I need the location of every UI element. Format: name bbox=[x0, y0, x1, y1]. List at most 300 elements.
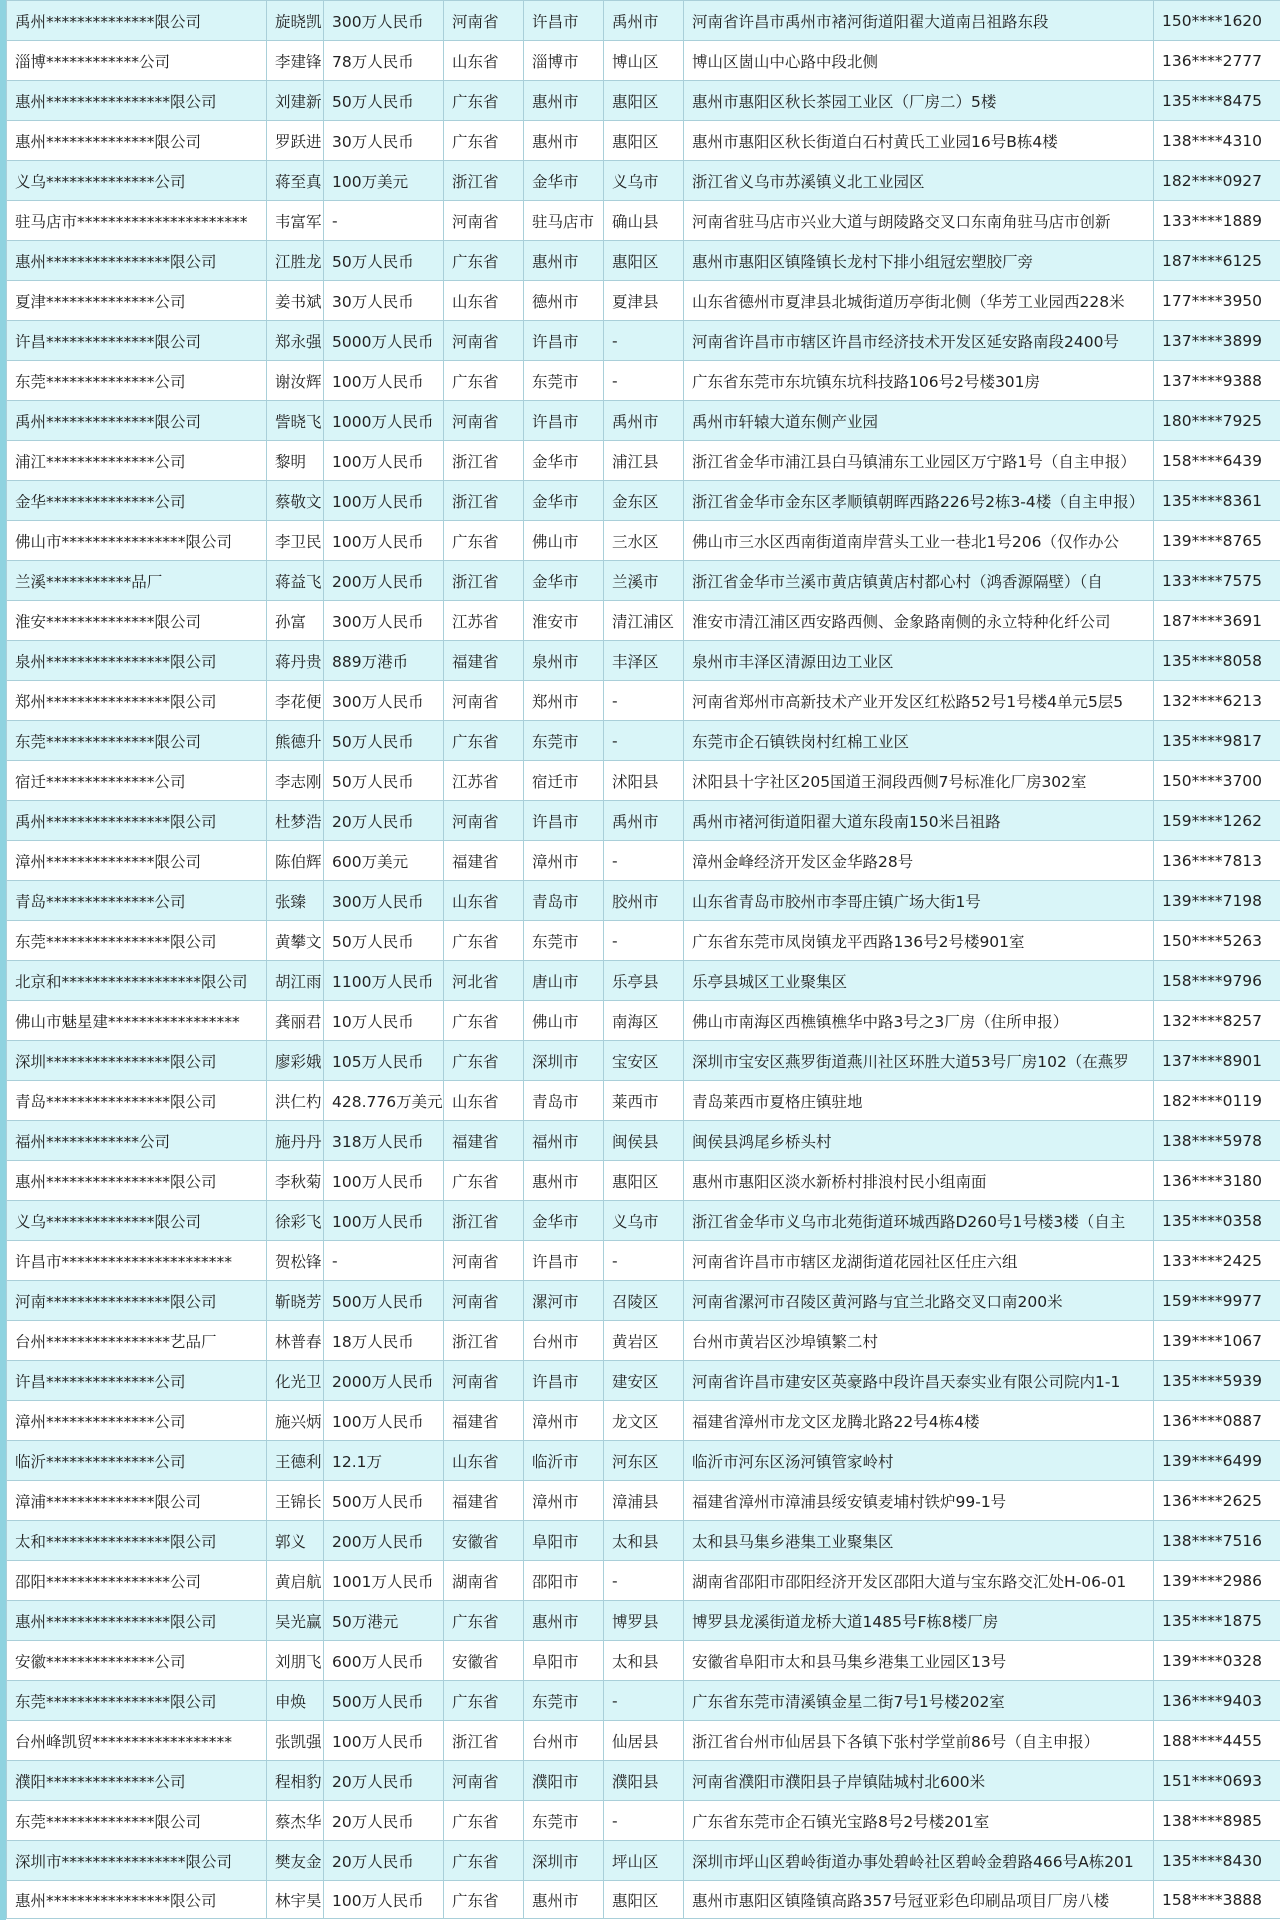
province-cell: 河南省 bbox=[444, 1, 524, 41]
district-cell: 胶州市 bbox=[604, 881, 684, 921]
district-cell: 确山县 bbox=[604, 201, 684, 241]
province-cell: 安徽省 bbox=[444, 1521, 524, 1561]
city-cell: 许昌市 bbox=[524, 1241, 604, 1281]
table-row bbox=[7, 481, 1280, 521]
registered-capital-cell: - bbox=[324, 1241, 444, 1281]
address-cell: 湖南省邵阳市邵阳经济开发区邵阳大道与宝东路交汇处H-06-01 bbox=[684, 1561, 1154, 1601]
city-cell: 淮安市 bbox=[524, 601, 604, 641]
province-cell: 河南省 bbox=[444, 201, 524, 241]
legal-rep-cell: 谢汝辉 bbox=[267, 361, 324, 401]
province-cell: 浙江省 bbox=[444, 1321, 524, 1361]
table-row bbox=[7, 1761, 1280, 1801]
city-cell: 驻马店市 bbox=[524, 201, 604, 241]
province-cell: 浙江省 bbox=[444, 1721, 524, 1761]
legal-rep-cell: 李建锋 bbox=[267, 41, 324, 81]
district-cell: 惠阳区 bbox=[604, 1881, 684, 1919]
table-row bbox=[7, 681, 1280, 721]
table-row bbox=[7, 161, 1280, 201]
company-name-cell: 东莞****************限公司 bbox=[7, 1681, 267, 1721]
city-cell: 东莞市 bbox=[524, 1801, 604, 1841]
city-cell: 阜阳市 bbox=[524, 1641, 604, 1681]
city-cell: 东莞市 bbox=[524, 721, 604, 761]
city-cell: 许昌市 bbox=[524, 1, 604, 41]
address-cell: 深圳市坪山区碧岭街道办事处碧岭社区碧岭金碧路466号A栋201 bbox=[684, 1841, 1154, 1881]
city-cell: 许昌市 bbox=[524, 1361, 604, 1401]
company-table bbox=[6, 0, 1280, 1919]
table-row bbox=[7, 1681, 1280, 1721]
registered-capital-cell: 50万人民币 bbox=[324, 81, 444, 121]
company-name-cell: 义乌**************公司 bbox=[7, 161, 267, 201]
province-cell: 福建省 bbox=[444, 641, 524, 681]
company-name-cell: 佛山市****************限公司 bbox=[7, 521, 267, 561]
legal-rep-cell: 陈伯辉 bbox=[267, 841, 324, 881]
address-cell: 青岛莱西市夏格庄镇驻地 bbox=[684, 1081, 1154, 1121]
company-name-cell: 禹州**************限公司 bbox=[7, 401, 267, 441]
city-cell: 泉州市 bbox=[524, 641, 604, 681]
district-cell: 禹州市 bbox=[604, 401, 684, 441]
city-cell: 深圳市 bbox=[524, 1041, 604, 1081]
address-cell: 禹州市褚河街道阳翟大道东段南150米吕祖路 bbox=[684, 801, 1154, 841]
company-name-cell: 濮阳**************公司 bbox=[7, 1761, 267, 1801]
company-name-cell: 深圳市****************限公司 bbox=[7, 1841, 267, 1881]
company-name-cell: 许昌市********************** bbox=[7, 1241, 267, 1281]
district-cell: 召陵区 bbox=[604, 1281, 684, 1321]
legal-rep-cell: 林宇昊 bbox=[267, 1881, 324, 1919]
registered-capital-cell: 100万美元 bbox=[324, 161, 444, 201]
registered-capital-cell: 1100万人民币 bbox=[324, 961, 444, 1001]
registered-capital-cell: 50万人民币 bbox=[324, 241, 444, 281]
company-table-body bbox=[7, 1, 1280, 1919]
company-name-cell: 漳州**************公司 bbox=[7, 1401, 267, 1441]
legal-rep-cell: 胡江雨 bbox=[267, 961, 324, 1001]
company-name-cell: 惠州**************限公司 bbox=[7, 121, 267, 161]
phone-cell: 135****8058 bbox=[1154, 641, 1280, 681]
province-cell: 浙江省 bbox=[444, 1201, 524, 1241]
district-cell: 南海区 bbox=[604, 1001, 684, 1041]
province-cell: 广东省 bbox=[444, 1681, 524, 1721]
table-row bbox=[7, 1001, 1280, 1041]
table-row bbox=[7, 241, 1280, 281]
phone-cell: 136****2625 bbox=[1154, 1481, 1280, 1521]
phone-cell: 136****0887 bbox=[1154, 1401, 1280, 1441]
city-cell: 惠州市 bbox=[524, 1161, 604, 1201]
registered-capital-cell: 100万人民币 bbox=[324, 521, 444, 561]
province-cell: 河南省 bbox=[444, 401, 524, 441]
address-cell: 淮安市清江浦区西安路西侧、金象路南侧的永立特种化纤公司 bbox=[684, 601, 1154, 641]
legal-rep-cell: 程相豹 bbox=[267, 1761, 324, 1801]
address-cell: 博山区崮山中心路中段北侧 bbox=[684, 41, 1154, 81]
address-cell: 河南省许昌市市辖区许昌市经济技术开发区延安路南段2400号 bbox=[684, 321, 1154, 361]
province-cell: 广东省 bbox=[444, 1841, 524, 1881]
district-cell: 浦江县 bbox=[604, 441, 684, 481]
legal-rep-cell: 郑永强 bbox=[267, 321, 324, 361]
district-cell: 禹州市 bbox=[604, 1, 684, 41]
address-cell: 太和县马集乡港集工业聚集区 bbox=[684, 1521, 1154, 1561]
district-cell: 夏津县 bbox=[604, 281, 684, 321]
province-cell: 福建省 bbox=[444, 1401, 524, 1441]
table-row bbox=[7, 1841, 1280, 1881]
table-row bbox=[7, 441, 1280, 481]
city-cell: 漳州市 bbox=[524, 841, 604, 881]
phone-cell: 139****1067 bbox=[1154, 1321, 1280, 1361]
province-cell: 广东省 bbox=[444, 721, 524, 761]
city-cell: 漳州市 bbox=[524, 1401, 604, 1441]
table-row bbox=[7, 281, 1280, 321]
address-cell: 惠州市惠阳区秋长茶园工业区（厂房二）5楼 bbox=[684, 81, 1154, 121]
legal-rep-cell: 李卫民 bbox=[267, 521, 324, 561]
legal-rep-cell: 刘建新 bbox=[267, 81, 324, 121]
district-cell: 建安区 bbox=[604, 1361, 684, 1401]
table-row bbox=[7, 1281, 1280, 1321]
legal-rep-cell: 李志刚 bbox=[267, 761, 324, 801]
legal-rep-cell: 訾晓飞 bbox=[267, 401, 324, 441]
table-row bbox=[7, 81, 1280, 121]
table-row bbox=[7, 1241, 1280, 1281]
district-cell: 金东区 bbox=[604, 481, 684, 521]
company-name-cell: 台州****************艺品厂 bbox=[7, 1321, 267, 1361]
address-cell: 漳州金峰经济开发区金华路28号 bbox=[684, 841, 1154, 881]
legal-rep-cell: 蒋益飞 bbox=[267, 561, 324, 601]
district-cell: 义乌市 bbox=[604, 161, 684, 201]
province-cell: 浙江省 bbox=[444, 161, 524, 201]
district-cell: 坪山区 bbox=[604, 1841, 684, 1881]
company-name-cell: 泉州****************限公司 bbox=[7, 641, 267, 681]
legal-rep-cell: 靳晓芳 bbox=[267, 1281, 324, 1321]
district-cell: 惠阳区 bbox=[604, 81, 684, 121]
phone-cell: 138****8985 bbox=[1154, 1801, 1280, 1841]
province-cell: 山东省 bbox=[444, 1441, 524, 1481]
district-cell: - bbox=[604, 321, 684, 361]
province-cell: 广东省 bbox=[444, 1041, 524, 1081]
table-row bbox=[7, 1881, 1280, 1919]
phone-cell: 138****7516 bbox=[1154, 1521, 1280, 1561]
table-row bbox=[7, 1121, 1280, 1161]
address-cell: 广东省东莞市清溪镇金星二街7号1号楼202室 bbox=[684, 1681, 1154, 1721]
district-cell: 清江浦区 bbox=[604, 601, 684, 641]
address-cell: 河南省许昌市禹州市褚河街道阳翟大道南吕祖路东段 bbox=[684, 1, 1154, 41]
phone-cell: 139****6499 bbox=[1154, 1441, 1280, 1481]
registered-capital-cell: 100万人民币 bbox=[324, 1881, 444, 1919]
company-name-cell: 临沂**************公司 bbox=[7, 1441, 267, 1481]
address-cell: 禹州市轩辕大道东侧产业园 bbox=[684, 401, 1154, 441]
district-cell: 惠阳区 bbox=[604, 1161, 684, 1201]
registered-capital-cell: 2000万人民币 bbox=[324, 1361, 444, 1401]
table-row bbox=[7, 1361, 1280, 1401]
registered-capital-cell: 100万人民币 bbox=[324, 481, 444, 521]
legal-rep-cell: 江胜龙 bbox=[267, 241, 324, 281]
table-row bbox=[7, 641, 1280, 681]
province-cell: 广东省 bbox=[444, 1801, 524, 1841]
table-row bbox=[7, 1521, 1280, 1561]
table-row bbox=[7, 961, 1280, 1001]
address-cell: 佛山市三水区西南街道南岸营头工业一巷北1号206（仅作办公 bbox=[684, 521, 1154, 561]
registered-capital-cell: 100万人民币 bbox=[324, 441, 444, 481]
province-cell: 广东省 bbox=[444, 121, 524, 161]
district-cell: 莱西市 bbox=[604, 1081, 684, 1121]
address-cell: 山东省青岛市胶州市李哥庄镇广场大街1号 bbox=[684, 881, 1154, 921]
registered-capital-cell: 500万人民币 bbox=[324, 1681, 444, 1721]
district-cell: 博罗县 bbox=[604, 1601, 684, 1641]
registered-capital-cell: 100万人民币 bbox=[324, 1201, 444, 1241]
legal-rep-cell: 黄启航 bbox=[267, 1561, 324, 1601]
company-name-cell: 许昌**************限公司 bbox=[7, 321, 267, 361]
registered-capital-cell: 50万港元 bbox=[324, 1601, 444, 1641]
company-name-cell: 漳州**************限公司 bbox=[7, 841, 267, 881]
city-cell: 德州市 bbox=[524, 281, 604, 321]
phone-cell: 177****3950 bbox=[1154, 281, 1280, 321]
phone-cell: 187****6125 bbox=[1154, 241, 1280, 281]
phone-cell: 135****1875 bbox=[1154, 1601, 1280, 1641]
legal-rep-cell: 廖彩娥 bbox=[267, 1041, 324, 1081]
phone-cell: 135****0358 bbox=[1154, 1201, 1280, 1241]
company-name-cell: 安徽**************公司 bbox=[7, 1641, 267, 1681]
registered-capital-cell: 318万人民币 bbox=[324, 1121, 444, 1161]
province-cell: 广东省 bbox=[444, 1881, 524, 1919]
phone-cell: 133****1889 bbox=[1154, 201, 1280, 241]
table-row bbox=[7, 1081, 1280, 1121]
district-cell: 丰泽区 bbox=[604, 641, 684, 681]
table-row bbox=[7, 1161, 1280, 1201]
province-cell: 广东省 bbox=[444, 921, 524, 961]
legal-rep-cell: 申焕 bbox=[267, 1681, 324, 1721]
province-cell: 河南省 bbox=[444, 681, 524, 721]
table-row bbox=[7, 1721, 1280, 1761]
address-cell: 浙江省金华市兰溪市黄店镇黄店村都心村（鸿香源隔壁）（自 bbox=[684, 561, 1154, 601]
phone-cell: 187****3691 bbox=[1154, 601, 1280, 641]
company-name-cell: 东莞**************限公司 bbox=[7, 721, 267, 761]
address-cell: 广东省东莞市凤岗镇龙平西路136号2号楼901室 bbox=[684, 921, 1154, 961]
phone-cell: 137****3899 bbox=[1154, 321, 1280, 361]
phone-cell: 188****4455 bbox=[1154, 1721, 1280, 1761]
phone-cell: 132****6213 bbox=[1154, 681, 1280, 721]
legal-rep-cell: 熊德升 bbox=[267, 721, 324, 761]
table-row bbox=[7, 921, 1280, 961]
legal-rep-cell: 蔡杰华 bbox=[267, 1801, 324, 1841]
province-cell: 江苏省 bbox=[444, 601, 524, 641]
table-row bbox=[7, 1201, 1280, 1241]
district-cell: - bbox=[604, 1561, 684, 1601]
phone-cell: 139****8765 bbox=[1154, 521, 1280, 561]
phone-cell: 138****5978 bbox=[1154, 1121, 1280, 1161]
city-cell: 淄博市 bbox=[524, 41, 604, 81]
district-cell: 龙文区 bbox=[604, 1401, 684, 1441]
city-cell: 惠州市 bbox=[524, 121, 604, 161]
province-cell: 广东省 bbox=[444, 1601, 524, 1641]
phone-cell: 150****5263 bbox=[1154, 921, 1280, 961]
city-cell: 佛山市 bbox=[524, 521, 604, 561]
table-row bbox=[7, 1801, 1280, 1841]
province-cell: 广东省 bbox=[444, 241, 524, 281]
city-cell: 阜阳市 bbox=[524, 1521, 604, 1561]
company-name-cell: 东莞**************公司 bbox=[7, 361, 267, 401]
registered-capital-cell: 500万人民币 bbox=[324, 1281, 444, 1321]
province-cell: 河南省 bbox=[444, 321, 524, 361]
city-cell: 濮阳市 bbox=[524, 1761, 604, 1801]
province-cell: 浙江省 bbox=[444, 441, 524, 481]
registered-capital-cell: 100万人民币 bbox=[324, 361, 444, 401]
district-cell: 宝安区 bbox=[604, 1041, 684, 1081]
address-cell: 福建省漳州市龙文区龙腾北路22号4栋4楼 bbox=[684, 1401, 1154, 1441]
table-row bbox=[7, 561, 1280, 601]
registered-capital-cell: 428.776万美元 bbox=[324, 1081, 444, 1121]
address-cell: 浙江省金华市金东区孝顺镇朝晖西路226号2栋3-4楼（自主申报） bbox=[684, 481, 1154, 521]
legal-rep-cell: 李秋菊 bbox=[267, 1161, 324, 1201]
district-cell: 黄岩区 bbox=[604, 1321, 684, 1361]
table-row bbox=[7, 801, 1280, 841]
province-cell: 广东省 bbox=[444, 81, 524, 121]
city-cell: 宿迁市 bbox=[524, 761, 604, 801]
registered-capital-cell: 1000万人民币 bbox=[324, 401, 444, 441]
company-name-cell: 浦江**************公司 bbox=[7, 441, 267, 481]
city-cell: 漳州市 bbox=[524, 1481, 604, 1521]
table-row bbox=[7, 1441, 1280, 1481]
district-cell: 太和县 bbox=[604, 1521, 684, 1561]
registered-capital-cell: 30万人民币 bbox=[324, 121, 444, 161]
city-cell: 福州市 bbox=[524, 1121, 604, 1161]
district-cell: - bbox=[604, 721, 684, 761]
registered-capital-cell: 20万人民币 bbox=[324, 1801, 444, 1841]
address-cell: 广东省东莞市企石镇光宝路8号2号楼201室 bbox=[684, 1801, 1154, 1841]
table-row bbox=[7, 1561, 1280, 1601]
registered-capital-cell: 300万人民币 bbox=[324, 681, 444, 721]
province-cell: 河北省 bbox=[444, 961, 524, 1001]
legal-rep-cell: 洪仁杓 bbox=[267, 1081, 324, 1121]
registered-capital-cell: 100万人民币 bbox=[324, 1401, 444, 1441]
address-cell: 河南省许昌市建安区英豪路中段许昌天泰实业有限公司院内1-1 bbox=[684, 1361, 1154, 1401]
phone-cell: 135****5939 bbox=[1154, 1361, 1280, 1401]
city-cell: 深圳市 bbox=[524, 1841, 604, 1881]
province-cell: 山东省 bbox=[444, 1081, 524, 1121]
address-cell: 河南省许昌市市辖区龙湖街道花园社区任庄六组 bbox=[684, 1241, 1154, 1281]
table-row bbox=[7, 761, 1280, 801]
legal-rep-cell: 张凯强 bbox=[267, 1721, 324, 1761]
company-name-cell: 台州峰凯贸****************** bbox=[7, 1721, 267, 1761]
phone-cell: 135****9817 bbox=[1154, 721, 1280, 761]
city-cell: 金华市 bbox=[524, 481, 604, 521]
company-name-cell: 北京和******************限公司 bbox=[7, 961, 267, 1001]
city-cell: 许昌市 bbox=[524, 401, 604, 441]
city-cell: 唐山市 bbox=[524, 961, 604, 1001]
city-cell: 郑州市 bbox=[524, 681, 604, 721]
registered-capital-cell: 300万人民币 bbox=[324, 1, 444, 41]
province-cell: 广东省 bbox=[444, 521, 524, 561]
city-cell: 金华市 bbox=[524, 441, 604, 481]
registered-capital-cell: 500万人民币 bbox=[324, 1481, 444, 1521]
company-name-cell: 漳浦**************限公司 bbox=[7, 1481, 267, 1521]
phone-cell: 133****2425 bbox=[1154, 1241, 1280, 1281]
address-cell: 浙江省台州市仙居县下各镇下张村学堂前86号（自主申报） bbox=[684, 1721, 1154, 1761]
legal-rep-cell: 黎明 bbox=[267, 441, 324, 481]
company-name-cell: 淄博************公司 bbox=[7, 41, 267, 81]
table-row bbox=[7, 721, 1280, 761]
district-cell: 惠阳区 bbox=[604, 121, 684, 161]
district-cell: - bbox=[604, 681, 684, 721]
province-cell: 广东省 bbox=[444, 1161, 524, 1201]
province-cell: 安徽省 bbox=[444, 1641, 524, 1681]
province-cell: 河南省 bbox=[444, 801, 524, 841]
district-cell: - bbox=[604, 1241, 684, 1281]
legal-rep-cell: 龚丽君 bbox=[267, 1001, 324, 1041]
table-row bbox=[7, 401, 1280, 441]
table-row bbox=[7, 1401, 1280, 1441]
table-row bbox=[7, 1641, 1280, 1681]
address-cell: 广东省东莞市东坑镇东坑科技路106号2号楼301房 bbox=[684, 361, 1154, 401]
company-name-cell: 青岛**************公司 bbox=[7, 881, 267, 921]
district-cell: - bbox=[604, 841, 684, 881]
company-name-cell: 惠州****************限公司 bbox=[7, 81, 267, 121]
city-cell: 东莞市 bbox=[524, 921, 604, 961]
registered-capital-cell: 105万人民币 bbox=[324, 1041, 444, 1081]
address-cell: 闽侯县鸿尾乡桥头村 bbox=[684, 1121, 1154, 1161]
registered-capital-cell: 50万人民币 bbox=[324, 921, 444, 961]
phone-cell: 180****7925 bbox=[1154, 401, 1280, 441]
province-cell: 福建省 bbox=[444, 1121, 524, 1161]
district-cell: 禹州市 bbox=[604, 801, 684, 841]
district-cell: 濮阳县 bbox=[604, 1761, 684, 1801]
registered-capital-cell: 78万人民币 bbox=[324, 41, 444, 81]
district-cell: 漳浦县 bbox=[604, 1481, 684, 1521]
district-cell: 河东区 bbox=[604, 1441, 684, 1481]
company-name-cell: 郑州****************限公司 bbox=[7, 681, 267, 721]
district-cell: 三水区 bbox=[604, 521, 684, 561]
city-cell: 许昌市 bbox=[524, 321, 604, 361]
phone-cell: 139****2986 bbox=[1154, 1561, 1280, 1601]
district-cell: 沭阳县 bbox=[604, 761, 684, 801]
registered-capital-cell: 300万人民币 bbox=[324, 601, 444, 641]
phone-cell: 138****4310 bbox=[1154, 121, 1280, 161]
company-name-cell: 河南****************限公司 bbox=[7, 1281, 267, 1321]
legal-rep-cell: 贺松锋 bbox=[267, 1241, 324, 1281]
city-cell: 佛山市 bbox=[524, 1001, 604, 1041]
address-cell: 河南省郑州市高新技术产业开发区红松路52号1号楼4单元5层5 bbox=[684, 681, 1154, 721]
province-cell: 山东省 bbox=[444, 281, 524, 321]
legal-rep-cell: 姜书斌 bbox=[267, 281, 324, 321]
company-name-cell: 惠州****************限公司 bbox=[7, 1601, 267, 1641]
legal-rep-cell: 蒋至真 bbox=[267, 161, 324, 201]
district-cell: 乐亭县 bbox=[604, 961, 684, 1001]
district-cell: 博山区 bbox=[604, 41, 684, 81]
province-cell: 湖南省 bbox=[444, 1561, 524, 1601]
registered-capital-cell: 50万人民币 bbox=[324, 721, 444, 761]
table-row bbox=[7, 121, 1280, 161]
company-name-cell: 义乌**************限公司 bbox=[7, 1201, 267, 1241]
table-row bbox=[7, 1321, 1280, 1361]
city-cell: 邵阳市 bbox=[524, 1561, 604, 1601]
registered-capital-cell: 5000万人民币 bbox=[324, 321, 444, 361]
legal-rep-cell: 施丹丹 bbox=[267, 1121, 324, 1161]
address-cell: 博罗县龙溪街道龙桥大道1485号F栋8楼厂房 bbox=[684, 1601, 1154, 1641]
province-cell: 浙江省 bbox=[444, 481, 524, 521]
address-cell: 泉州市丰泽区清源田边工业区 bbox=[684, 641, 1154, 681]
address-cell: 安徽省阜阳市太和县马集乡港集工业园区13号 bbox=[684, 1641, 1154, 1681]
phone-cell: 136****2777 bbox=[1154, 41, 1280, 81]
phone-cell: 137****9388 bbox=[1154, 361, 1280, 401]
district-cell: - bbox=[604, 1681, 684, 1721]
city-cell: 金华市 bbox=[524, 161, 604, 201]
phone-cell: 151****0693 bbox=[1154, 1761, 1280, 1801]
address-cell: 山东省德州市夏津县北城街道历亭街北侧（华芳工业园西228米 bbox=[684, 281, 1154, 321]
legal-rep-cell: 张臻 bbox=[267, 881, 324, 921]
city-cell: 台州市 bbox=[524, 1721, 604, 1761]
table-row bbox=[7, 601, 1280, 641]
company-name-cell: 夏津**************公司 bbox=[7, 281, 267, 321]
registered-capital-cell: 600万人民币 bbox=[324, 1641, 444, 1681]
phone-cell: 133****7575 bbox=[1154, 561, 1280, 601]
legal-rep-cell: 蔡敬文 bbox=[267, 481, 324, 521]
district-cell: 兰溪市 bbox=[604, 561, 684, 601]
legal-rep-cell: 吴光赢 bbox=[267, 1601, 324, 1641]
city-cell: 台州市 bbox=[524, 1321, 604, 1361]
